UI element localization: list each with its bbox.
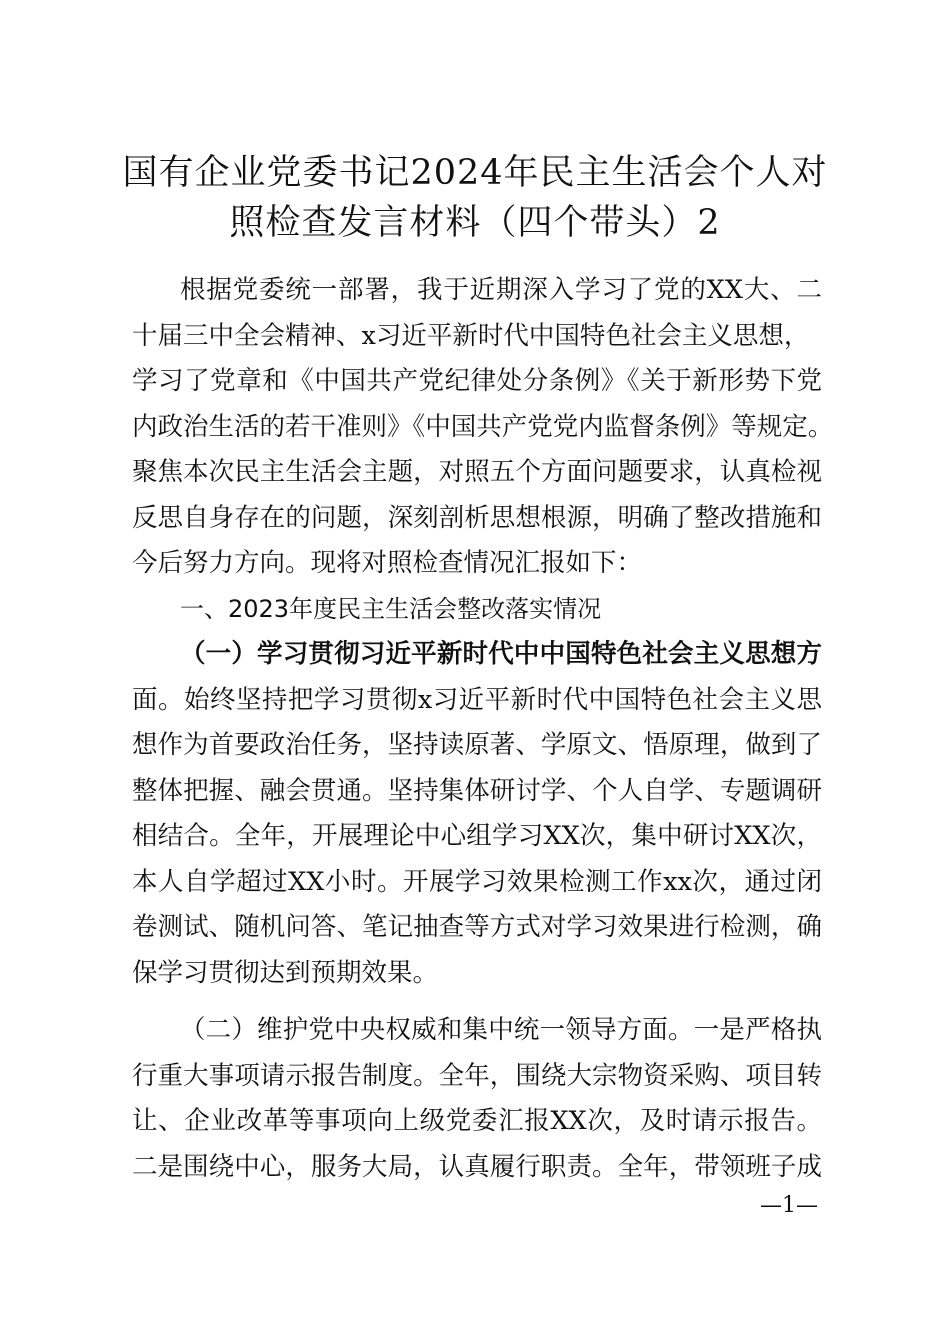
section1-line: 卷测试、随机问答、笔记抽查等方式对学习效果进行检测，确: [132, 912, 822, 942]
intro-line: 反思自身存在的问题，深刻剖析思想根源，明确了整改措施和: [132, 502, 822, 533]
title-line-2: 照检查发言材料（四个带头）2: [229, 203, 721, 243]
title-line-1: 国有企业党委书记2024年民主生活会个人对: [122, 153, 828, 193]
intro-line: 根据党委统一部署，我于近期深入学习了党的XX大、二: [180, 275, 822, 305]
section1-line: 整体把握、融会贯通。坚持集体研讨学、个人自学、专题调研: [132, 775, 822, 806]
section1-line: 想作为首要政治任务，坚持读原著、学原文、悟原理，做到了: [132, 730, 822, 760]
paragraph-gap: [132, 996, 822, 1008]
section2-line: 二是围绕中心，服务大局，认真履行职责。全年，带领班子成: [132, 1151, 822, 1182]
section1-line: 保学习贯彻达到预期效果。: [132, 957, 439, 988]
section1-line: 面。始终坚持把学习贯彻x习近平新时代中国特色社会主义思: [132, 684, 822, 715]
document-title: [120, 148, 830, 248]
intro-line: 学习了党章和《中国共产党纪律处分条例》《关于新形势下党: [132, 366, 822, 396]
intro-line: 聚焦本次民主生活会主题，对照五个方面问题要求，认真检视: [132, 457, 822, 487]
section-heading-1: 一、2023年度民主生活会整改落实情况: [180, 594, 602, 623]
section2-line: 行重大事项请示报告制度。全年，围绕大宗物资采购、项目转: [132, 1060, 822, 1091]
page-number: —1—: [760, 1193, 818, 1218]
document-body: [132, 268, 834, 1190]
intro-line: 内政治生活的若干准则》《中国共产党党内监督条例》等规定。: [132, 411, 834, 442]
section1-line: 相结合。全年，开展理论中心组学习XX次，集中研讨XX次，: [132, 821, 822, 851]
section1-line: 本人自学超过XX小时。开展学习效果检测工作xx次，通过闭: [132, 866, 822, 897]
intro-line: 十届三中全会精神、x习近平新时代中国特色社会主义思想，: [132, 320, 810, 351]
section2-line: 让、企业改革等事项向上级党委汇报XX次，及时请示报告。: [132, 1106, 822, 1136]
section1-line: （一）学习贯彻习近平新时代中中国特色社会主义思想方: [180, 639, 822, 669]
intro-line: 今后努力方向。现将对照检查情况汇报如下：: [132, 548, 643, 578]
section2-line: （二）维护党中央权威和集中统一领导方面。一是严格执: [180, 1015, 822, 1045]
